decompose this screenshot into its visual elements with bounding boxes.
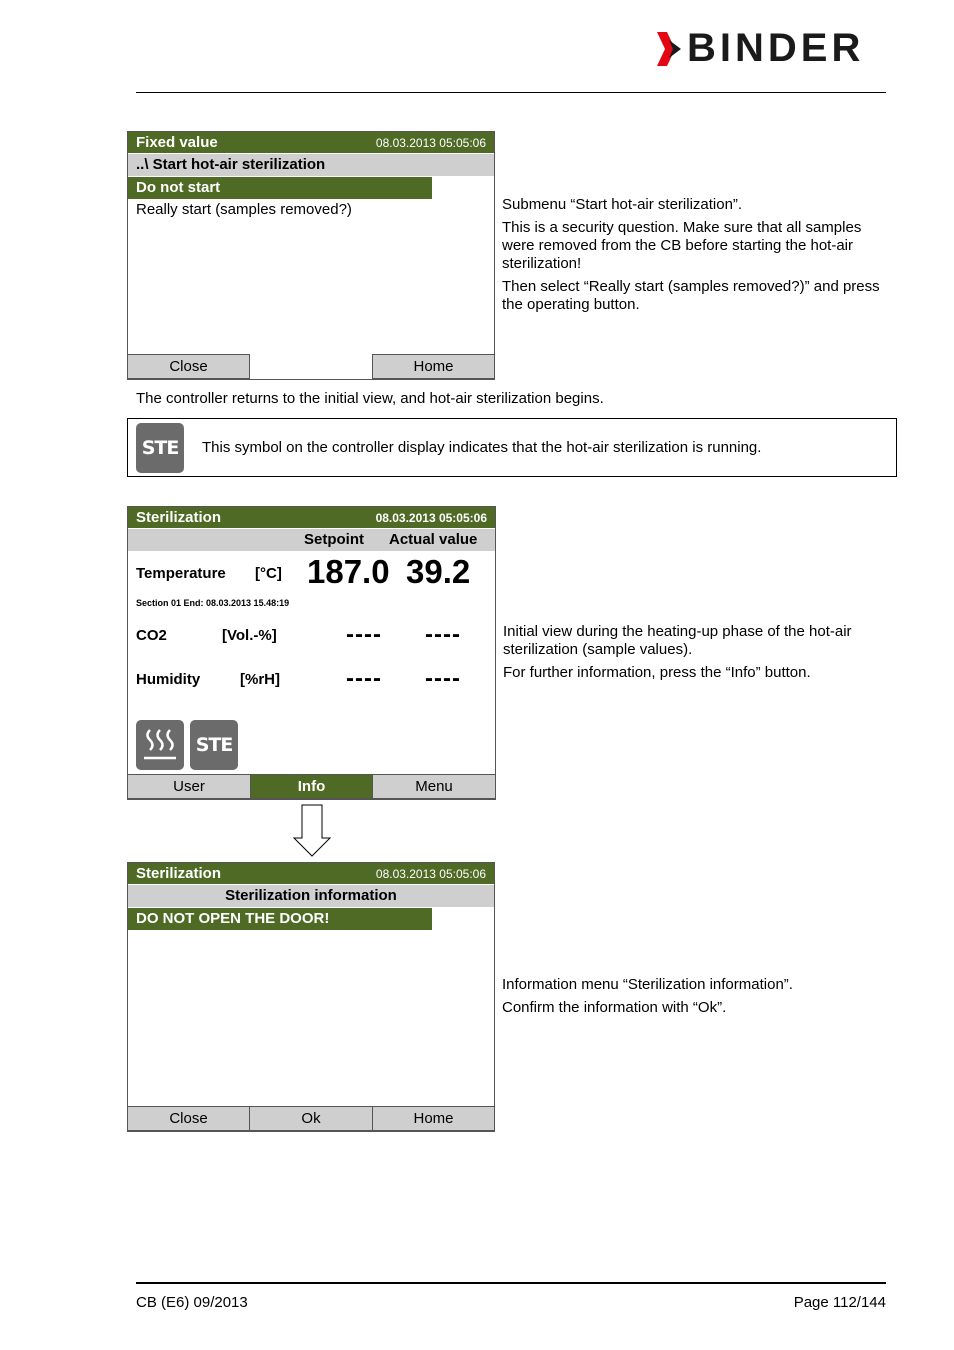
ok-button[interactable]: Ok [249,1106,373,1131]
humidity-setpoint[interactable]: ---- [346,665,382,692]
note-text: This symbol on the controller display indicates that the hot-air sterilization is running. [202,439,762,456]
screen-titlebar [128,863,494,884]
ste-icon: STE [136,423,184,473]
info-header: Sterilization information [225,887,397,904]
screen-datetime: 08.03.2013 05:05:06 [375,511,487,525]
description-paragraph: Submenu “Start hot-air sterilization”. [502,196,743,213]
co2-actual: ---- [425,621,461,648]
footer-rule [136,1282,886,1284]
screen-title: Fixed value [136,134,218,151]
button-bar [128,354,494,379]
description-paragraph: Initial view during the heating-up phase of the hot-air sterilization (sample values). [503,623,852,658]
description-3 [502,976,887,1022]
door-warning [128,908,432,930]
co2-unit: [Vol.-%] [222,627,277,644]
footer-doc-id: CB (E6) 09/2013 [136,1294,248,1311]
close-button[interactable]: Close [127,354,250,379]
description-2 [503,623,888,687]
screen-titlebar [128,132,494,153]
button-bar [128,774,495,799]
description-1 [502,196,882,319]
info-header-bar [128,885,494,907]
transition-text: The controller returns to the initial view, and hot-air sterilization begins. [136,390,604,407]
down-arrow-icon [292,804,332,858]
screen-datetime: 08.03.2013 05:05:06 [375,136,486,150]
setpoint-header: Setpoint [304,531,364,548]
humidity-label: Humidity [136,671,201,688]
screen-titlebar [128,507,495,528]
warning-text: DO NOT OPEN THE DOOR! [136,910,330,927]
sterilization-info-screen [127,862,495,1132]
button-bar [128,1106,494,1131]
description-paragraph: Information menu “Sterilization information”. [502,976,793,993]
binder-logo [655,26,887,70]
description-paragraph: Then select “Really start (samples removed?)” and press the operating button. [502,278,880,313]
menu-button[interactable]: Menu [372,774,496,799]
option-label: Do not start [136,179,221,196]
close-button[interactable]: Close [127,1106,250,1131]
co2-setpoint[interactable]: ---- [346,621,382,648]
heating-icon [136,720,184,770]
option-do-not-start[interactable] [128,177,432,199]
screen-title: Sterilization [136,865,222,882]
column-header-bar [128,529,495,551]
user-button[interactable]: User [127,774,251,799]
screen-path: ..\ Start hot-air sterilization [136,156,326,173]
option-really-start[interactable]: Really start (samples removed?) [136,201,352,218]
actual-value-header: Actual value [389,531,478,548]
humidity-actual: ---- [425,665,461,692]
home-button[interactable]: Home [372,354,495,379]
footer-page-number: Page 112/144 [793,1294,886,1311]
brand-name: BINDER [687,26,865,70]
sterilization-screen [127,506,496,800]
co2-label: CO2 [136,627,167,644]
screen-datetime: 08.03.2013 05:05:06 [375,867,486,881]
ste-icon: STE [190,720,238,770]
description-paragraph: Confirm the information with “Ok”. [502,999,727,1016]
header-rule [136,92,886,93]
binder-logo-mark-icon [655,30,685,68]
temperature-setpoint[interactable]: 187.0 [307,553,390,590]
screen-path-bar [128,154,494,176]
info-button[interactable]: Info [250,774,373,799]
temperature-unit: [°C] [255,565,282,582]
temperature-label: Temperature [136,565,226,582]
section-info: Section 01 End: 08.03.2013 15.48:19 [136,598,290,608]
humidity-unit: [%rH] [240,671,280,688]
description-paragraph: This is a security question. Make sure that all samples were removed from the CB before starting the hot-air sterilization! [502,219,862,272]
fixed-value-screen [127,131,495,380]
description-paragraph: For further information, press the “Info” button. [503,664,811,681]
screen-title: Sterilization [136,509,222,526]
temperature-actual: 39.2 [406,553,471,590]
ste-symbol-note [127,418,897,477]
home-button[interactable]: Home [372,1106,495,1131]
